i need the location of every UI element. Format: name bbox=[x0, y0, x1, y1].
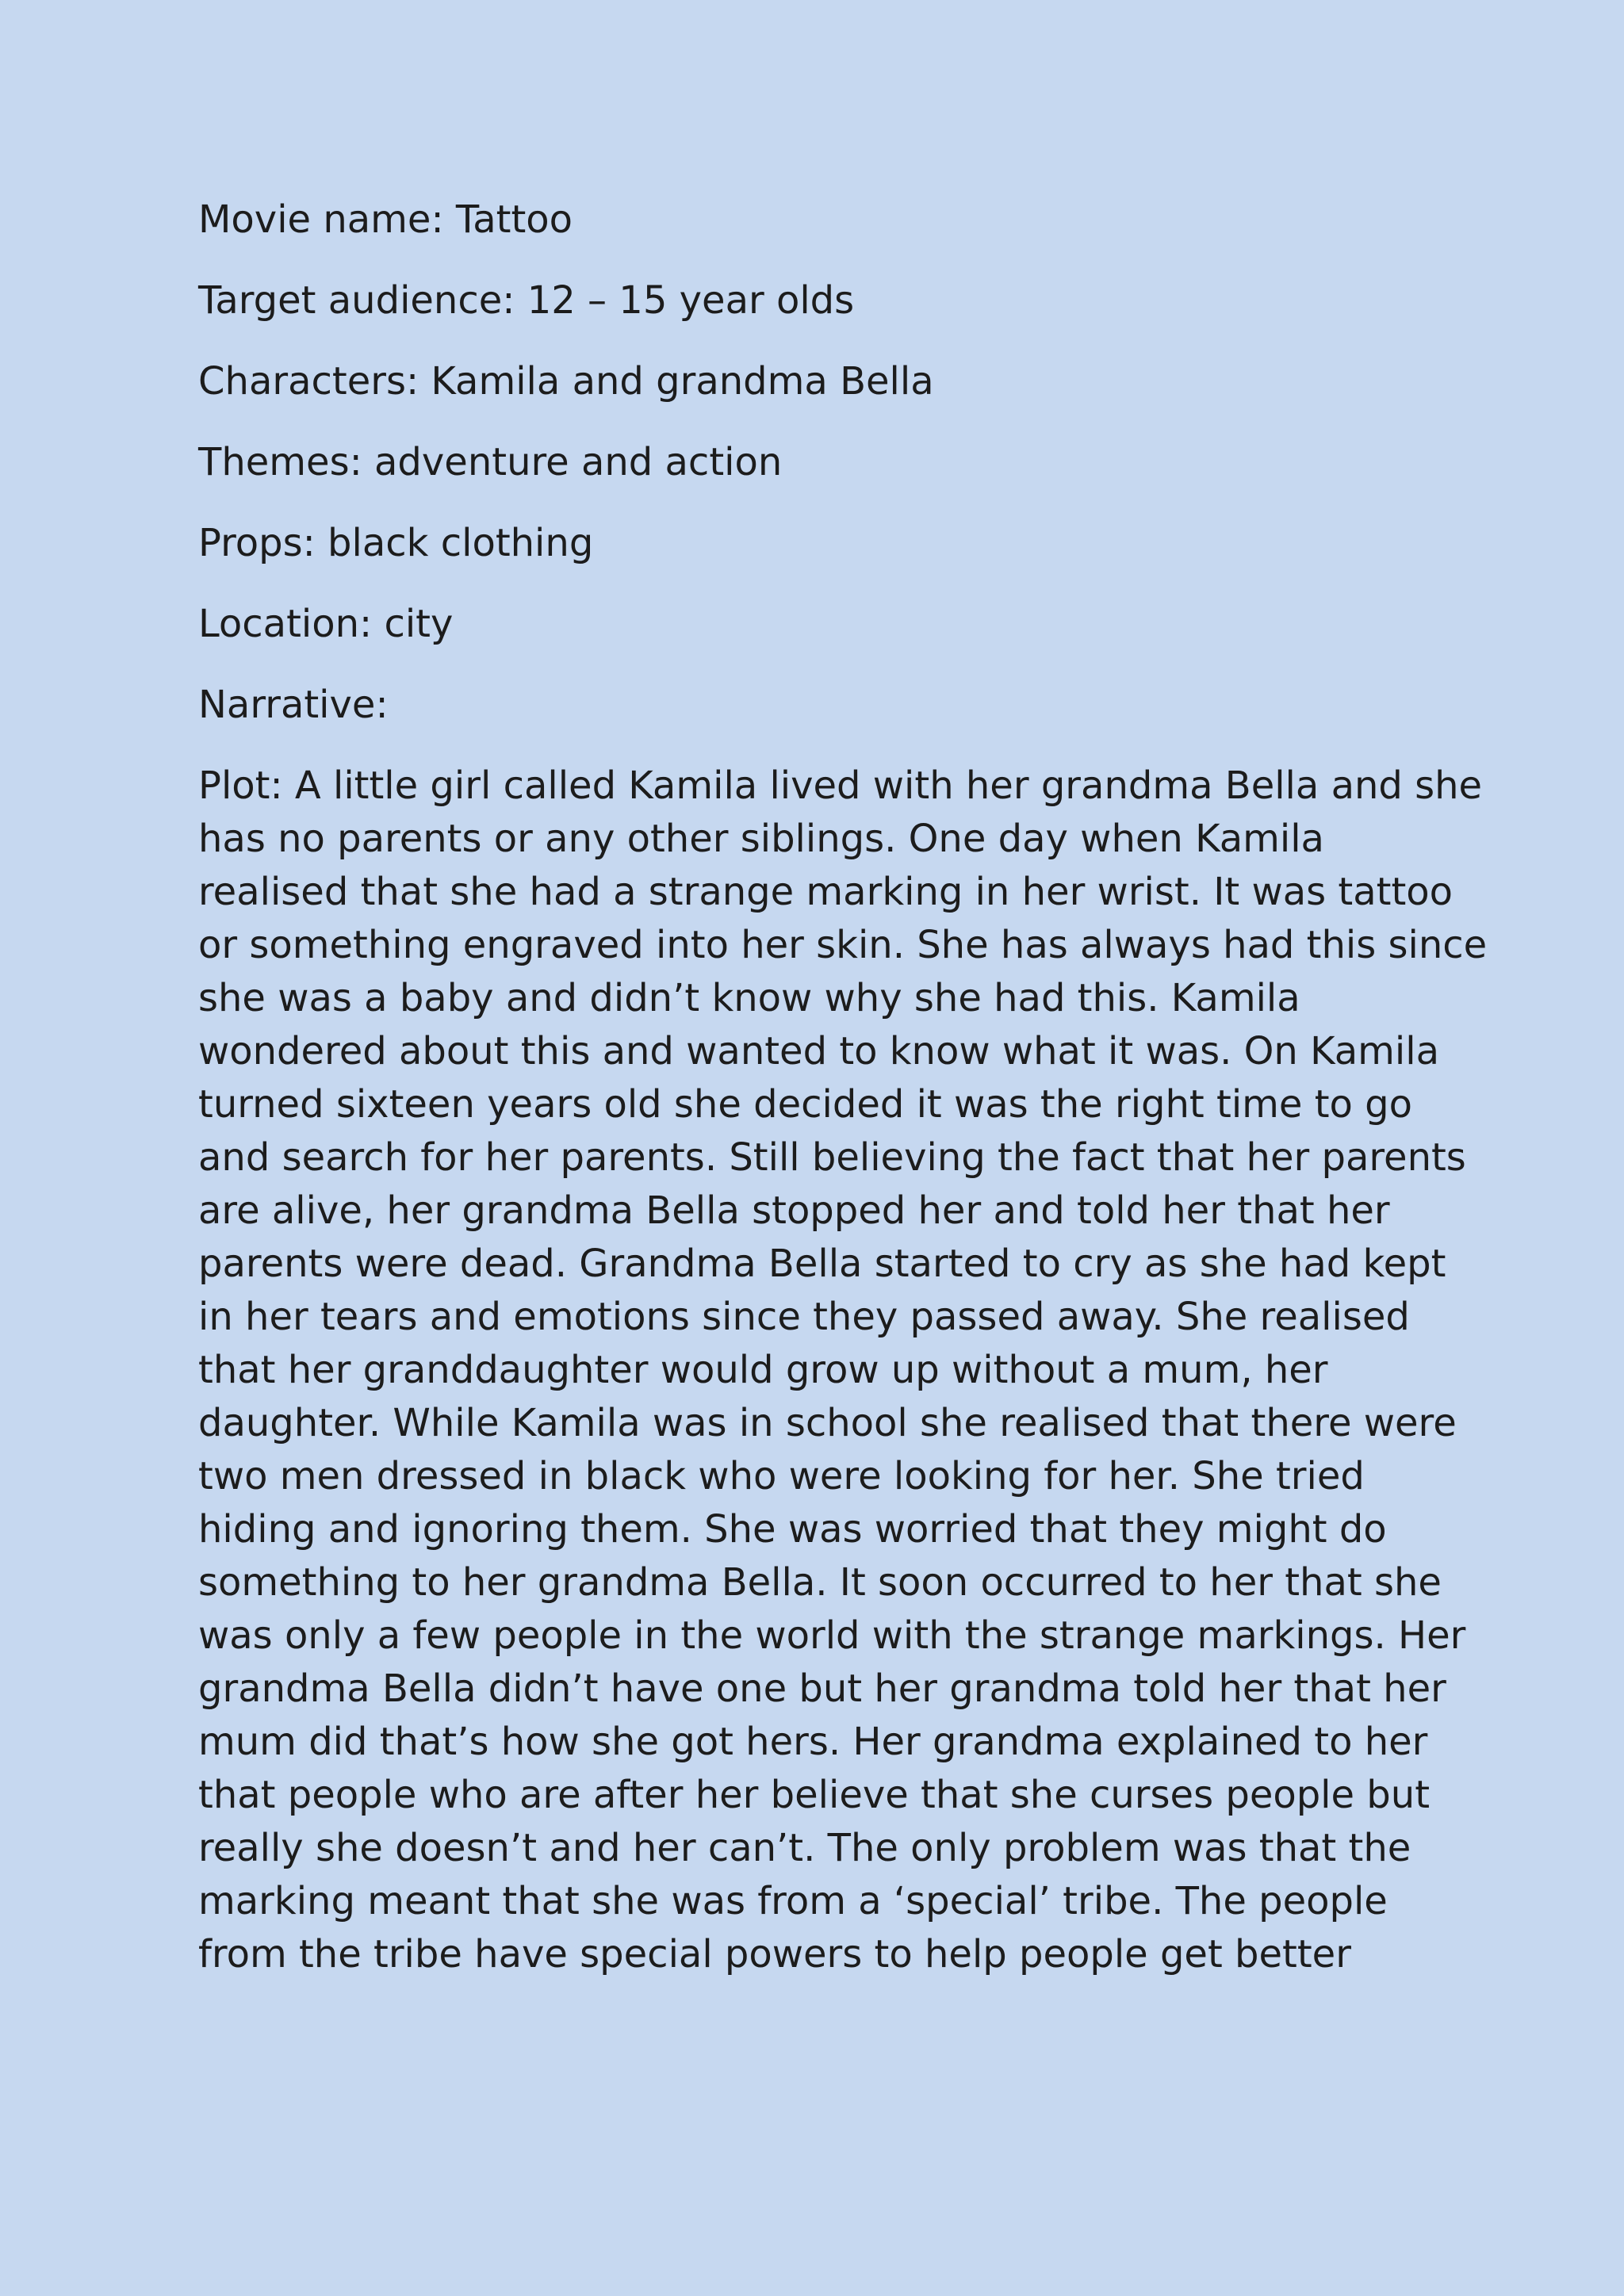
plot-line: that people who are after her believe that she curses people but bbox=[198, 1773, 1431, 1817]
plot-line: something to her grandma Bella. It soon occurred to her that she bbox=[198, 1560, 1442, 1605]
plot-line: daughter. While Kamila was in school she realised that there were bbox=[198, 1401, 1457, 1445]
plot-line: from the tribe have special powers to help people get better bbox=[198, 1932, 1351, 1976]
plot-line: Plot: A little girl called Kamila lived with her grandma Bella and she bbox=[198, 763, 1483, 808]
plot-line: are alive, her grandma Bella stopped her and told her that her bbox=[198, 1188, 1390, 1233]
location: Location: city bbox=[198, 602, 454, 646]
plot-line: wondered about this and wanted to know what it was. On Kamila bbox=[198, 1029, 1439, 1073]
plot-line: that her granddaughter would grow up without a mum, her bbox=[198, 1348, 1328, 1392]
themes: Themes: adventure and action bbox=[198, 440, 783, 484]
characters: Characters: Kamila and grandma Bella bbox=[198, 359, 934, 404]
plot-line: or something engraved into her skin. She has always had this since bbox=[198, 923, 1488, 967]
narrative-heading: Narrative: bbox=[198, 683, 389, 727]
plot-paragraph bbox=[198, 760, 1488, 1981]
document-body bbox=[198, 193, 1488, 1981]
plot-line: was only a few people in the world with the strange markings. Her bbox=[198, 1613, 1466, 1658]
target-audience: Target audience: 12 – 15 year olds bbox=[198, 278, 855, 323]
plot-line: mum did that’s how she got hers. Her grandma explained to her bbox=[198, 1720, 1428, 1764]
plot-line: in her tears and emotions since they passed away. She realised bbox=[198, 1295, 1410, 1339]
props: Props: black clothing bbox=[198, 521, 594, 565]
plot-line: two men dressed in black who were looking for her. She tried bbox=[198, 1454, 1365, 1498]
plot-line: really she doesn’t and her can’t. The only problem was that the bbox=[198, 1826, 1411, 1870]
plot-line: has no parents or any other siblings. One day when Kamila bbox=[198, 817, 1324, 861]
plot-line: and search for her parents. Still believing the fact that her parents bbox=[198, 1135, 1466, 1180]
plot-line: she was a baby and didn’t know why she had this. Kamila bbox=[198, 976, 1300, 1020]
plot-line: realised that she had a strange marking in her wrist. It was tattoo bbox=[198, 870, 1454, 914]
plot-line: marking meant that she was from a ‘special’ tribe. The people bbox=[198, 1879, 1388, 1923]
movie-name: Movie name: Tattoo bbox=[198, 197, 573, 242]
plot-line: grandma Bella didn’t have one but her grandma told her that her bbox=[198, 1667, 1446, 1711]
plot-line: parents were dead. Grandma Bella started to cry as she had kept bbox=[198, 1242, 1446, 1286]
plot-line: turned sixteen years old she decided it was the right time to go bbox=[198, 1082, 1412, 1127]
plot-line: hiding and ignoring them. She was worried that they might do bbox=[198, 1507, 1387, 1552]
